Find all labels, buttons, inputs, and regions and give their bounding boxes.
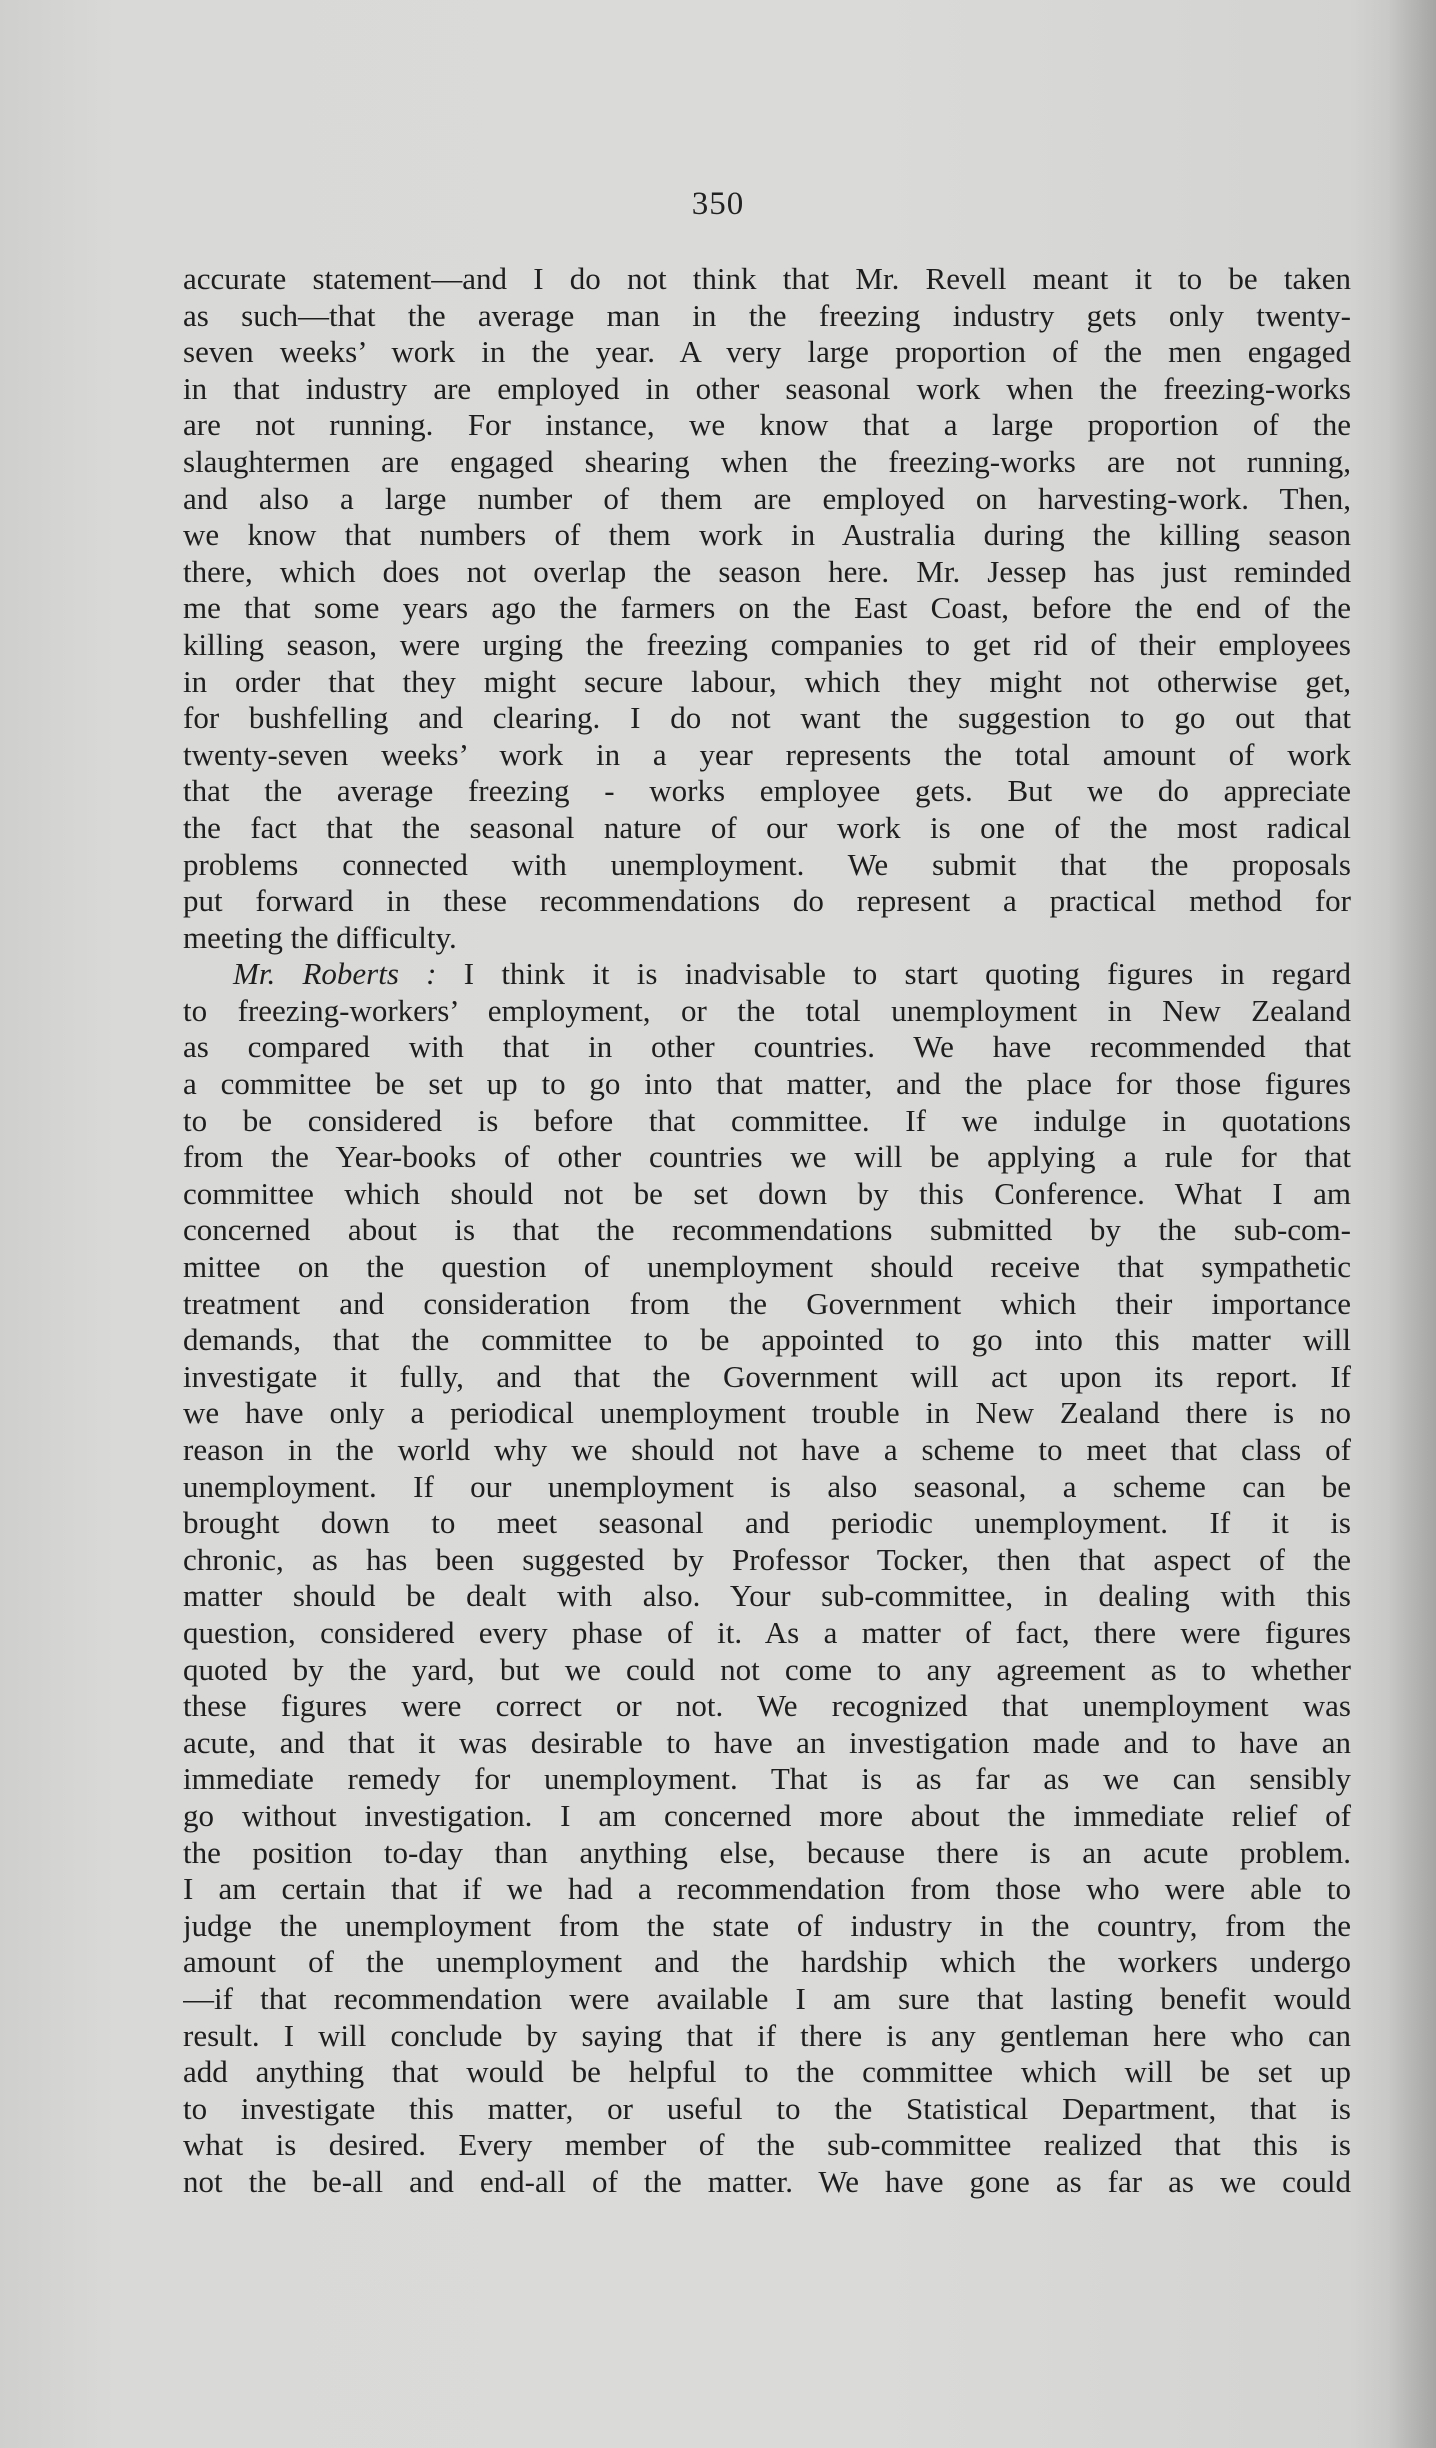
text-line: unemployment. If our unemployment is also seasonal, a scheme can be: [183, 1468, 1351, 1504]
text-line: acute, and that it was desirable to have an investigation made and to have an: [183, 1724, 1351, 1760]
text-line: from the Year-books of other countries we will be applying a rule for that: [183, 1139, 1351, 1175]
text-line: in that industry are employed in other seasonal work when the freezing-works: [183, 370, 1351, 406]
text-line: demands, that the committee to be appointed to go into this matter will: [183, 1322, 1351, 1358]
text-line: in order that they might secure labour, which they might not otherwise get,: [183, 663, 1351, 699]
paragraph: [183, 261, 1351, 956]
text-line: the position to-day than anything else, because there is an acute problem.: [183, 1834, 1351, 1870]
body-text: [183, 261, 1351, 2200]
text-line: result. I will conclude by saying that if there is any gentleman here who can: [183, 2017, 1351, 2053]
line-text: I think it is inadvisable to start quoting figures in regard: [436, 956, 1351, 992]
text-line: treatment and consideration from the Government which their importance: [183, 1285, 1351, 1321]
text-line: that the average freezing - works employee gets. But we do appreciate: [183, 773, 1351, 809]
text-line: reason in the world why we should not have a scheme to meet that class of: [183, 1432, 1351, 1467]
text-line: what is desired. Every member of the sub-committee realized that this is: [183, 2127, 1351, 2163]
text-line: to freezing-workers’ employment, or the total unemployment in New Zealand: [183, 992, 1351, 1028]
text-line: put forward in these recommendations do represent a practical method for: [183, 883, 1351, 919]
text-line: —if that recommendation were available I am sure that lasting benefit would: [183, 1980, 1351, 2016]
text-line: question, considered every phase of it. As a matter of fact, there were figures: [183, 1614, 1351, 1650]
page-number: 350: [691, 186, 745, 222]
text-line: killing season, were urging the freezing companies to get rid of their employees: [183, 626, 1351, 662]
text-line: immediate remedy for unemployment. That is as far as we can sensibly: [183, 1761, 1351, 1797]
text-line: committee which should not be set down by this Conference. What I am: [183, 1175, 1351, 1211]
speaker-name: Mr. Roberts :: [233, 956, 437, 992]
text-line: matter should be dealt with also. Your sub-committee, in dealing with this: [183, 1578, 1351, 1614]
text-line: slaughtermen are engaged shearing when the freezing-works are not running,: [183, 443, 1351, 479]
text-line: judge the unemployment from the state of industry in the country, from the: [183, 1907, 1351, 1943]
text-line: these figures were correct or not. We recognized that unemployment was: [183, 1688, 1351, 1724]
text-line: problems connected with unemployment. We submit that the proposals: [183, 846, 1351, 882]
text-line: not the be-all and end-all of the matter. We have gone as far as we could: [183, 2163, 1351, 2199]
text-line: for bushfelling and clearing. I do not want the suggestion to go out that: [183, 700, 1351, 736]
text-line: accurate statement—and I do not think that Mr. Revell meant it to be taken: [183, 261, 1351, 296]
text-line: and also a large number of them are employed on harvesting-work. Then,: [183, 480, 1351, 516]
text-line: we know that numbers of them work in Australia during the killing season: [183, 517, 1351, 553]
text-line: chronic, as has been suggested by Professor Tocker, then that aspect of the: [183, 1541, 1351, 1577]
text-line: [183, 956, 1351, 993]
text-line: meeting the difficulty.: [183, 919, 457, 955]
text-line: I am certain that if we had a recommendation from those who were able to: [183, 1871, 1351, 1907]
text-line: investigate it fully, and that the Government will act upon its report. If: [183, 1358, 1351, 1394]
text-line: to be considered is before that committee. If we indulge in quotations: [183, 1102, 1351, 1138]
text-line: there, which does not overlap the season here. Mr. Jessep has just reminded: [183, 553, 1351, 589]
text-line: me that some years ago the farmers on the East Coast, before the end of the: [183, 590, 1351, 626]
paragraph: [183, 956, 1351, 2200]
text-line: quoted by the yard, but we could not come to any agreement as to whether: [183, 1651, 1351, 1687]
text-line: add anything that would be helpful to the committee which will be set up: [183, 2054, 1351, 2090]
text-line: twenty-seven weeks’ work in a year represents the total amount of work: [183, 736, 1351, 772]
text-line: brought down to meet seasonal and periodic unemployment. If it is: [183, 1505, 1351, 1541]
text-line: a committee be set up to go into that matter, and the place for those figures: [183, 1066, 1351, 1102]
text-line: are not running. For instance, we know that a large proportion of the: [183, 407, 1351, 443]
text-line: we have only a periodical unemployment trouble in New Zealand there is no: [183, 1395, 1351, 1431]
text-line: amount of the unemployment and the hardship which the workers undergo: [183, 1944, 1351, 1980]
text-line: the fact that the seasonal nature of our work is one of the most radical: [183, 809, 1351, 845]
text-line: concerned about is that the recommendations submitted by the sub-com-: [183, 1212, 1351, 1248]
text-line: seven weeks’ work in the year. A very large proportion of the men engaged: [183, 334, 1351, 370]
binding-shadow: [1388, 0, 1436, 2448]
text-line: mittee on the question of unemployment should receive that sympathetic: [183, 1249, 1351, 1285]
text-line: go without investigation. I am concerned more about the immediate relief of: [183, 1797, 1351, 1833]
text-line: as compared with that in other countries. We have recommended that: [183, 1029, 1351, 1065]
text-line: as such—that the average man in the freezing industry gets only twenty-: [183, 297, 1351, 333]
text-line: to investigate this matter, or useful to the Statistical Department, that is: [183, 2090, 1351, 2126]
